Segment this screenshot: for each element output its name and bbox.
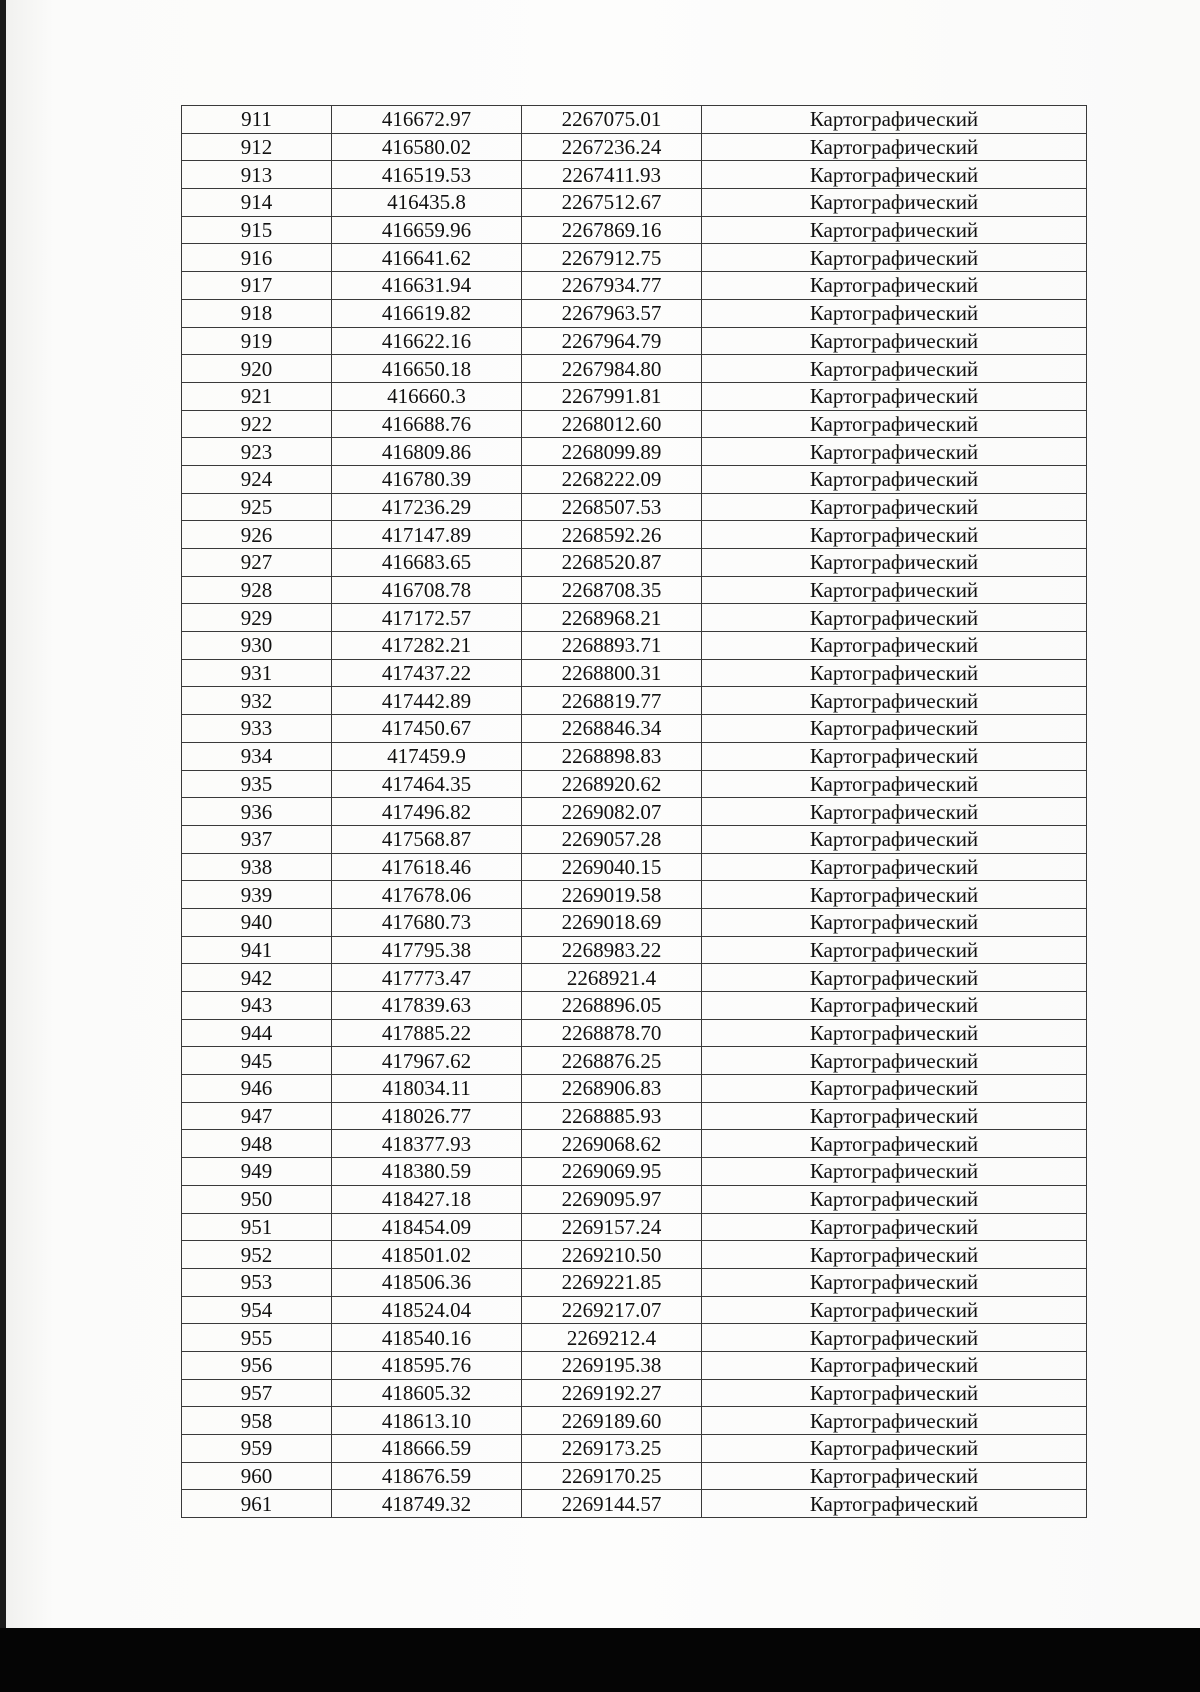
y-coordinate-cell: 2268878.70	[522, 1019, 702, 1047]
x-coordinate-cell: 418026.77	[332, 1102, 522, 1130]
x-coordinate-cell: 417282.21	[332, 632, 522, 660]
point-number-cell: 915	[182, 216, 332, 244]
y-coordinate-cell: 2267512.67	[522, 189, 702, 217]
point-number-cell: 934	[182, 742, 332, 770]
point-number-cell: 951	[182, 1213, 332, 1241]
table-row	[182, 798, 1087, 826]
method-cell: Картографический	[702, 161, 1087, 189]
method-cell: Картографический	[702, 521, 1087, 549]
point-number-cell: 929	[182, 604, 332, 632]
x-coordinate-cell: 417839.63	[332, 992, 522, 1020]
method-cell: Картографический	[702, 1130, 1087, 1158]
table-row	[182, 438, 1087, 466]
y-coordinate-cell: 2267869.16	[522, 216, 702, 244]
scan-bottom-band	[0, 1628, 1200, 1692]
method-cell: Картографический	[702, 659, 1087, 687]
y-coordinate-cell: 2268893.71	[522, 632, 702, 660]
table-row	[182, 1158, 1087, 1186]
y-coordinate-cell: 2268906.83	[522, 1075, 702, 1103]
table-row	[182, 742, 1087, 770]
y-coordinate-cell: 2268968.21	[522, 604, 702, 632]
method-cell: Картографический	[702, 106, 1087, 134]
table-row	[182, 1019, 1087, 1047]
y-coordinate-cell: 2269018.69	[522, 908, 702, 936]
method-cell: Картографический	[702, 1462, 1087, 1490]
method-cell: Картографический	[702, 1047, 1087, 1075]
point-number-cell: 961	[182, 1490, 332, 1518]
point-number-cell: 921	[182, 382, 332, 410]
table-row	[182, 1435, 1087, 1463]
y-coordinate-cell: 2268896.05	[522, 992, 702, 1020]
method-cell: Картографический	[702, 1268, 1087, 1296]
x-coordinate-cell: 418595.76	[332, 1351, 522, 1379]
table-row	[182, 465, 1087, 493]
point-number-cell: 956	[182, 1351, 332, 1379]
method-cell: Картографический	[702, 1351, 1087, 1379]
table-row	[182, 659, 1087, 687]
x-coordinate-cell: 416659.96	[332, 216, 522, 244]
y-coordinate-cell: 2267964.79	[522, 327, 702, 355]
y-coordinate-cell: 2267934.77	[522, 272, 702, 300]
x-coordinate-cell: 417885.22	[332, 1019, 522, 1047]
x-coordinate-cell: 417442.89	[332, 687, 522, 715]
point-number-cell: 927	[182, 549, 332, 577]
y-coordinate-cell: 2267075.01	[522, 106, 702, 134]
method-cell: Картографический	[702, 382, 1087, 410]
table-row	[182, 881, 1087, 909]
table-row	[182, 825, 1087, 853]
method-cell: Картографический	[702, 908, 1087, 936]
x-coordinate-cell: 418506.36	[332, 1268, 522, 1296]
method-cell: Картографический	[702, 881, 1087, 909]
method-cell: Картографический	[702, 1324, 1087, 1352]
y-coordinate-cell: 2267984.80	[522, 355, 702, 383]
table-row	[182, 410, 1087, 438]
x-coordinate-cell: 418605.32	[332, 1379, 522, 1407]
x-coordinate-cell: 417795.38	[332, 936, 522, 964]
y-coordinate-cell: 2268099.89	[522, 438, 702, 466]
y-coordinate-cell: 2269144.57	[522, 1490, 702, 1518]
y-coordinate-cell: 2269189.60	[522, 1407, 702, 1435]
point-number-cell: 936	[182, 798, 332, 826]
method-cell: Картографический	[702, 825, 1087, 853]
table-row	[182, 1102, 1087, 1130]
point-number-cell: 933	[182, 715, 332, 743]
x-coordinate-cell: 418377.93	[332, 1130, 522, 1158]
x-coordinate-cell: 416619.82	[332, 299, 522, 327]
x-coordinate-cell: 418676.59	[332, 1462, 522, 1490]
x-coordinate-cell: 416650.18	[332, 355, 522, 383]
point-number-cell: 912	[182, 133, 332, 161]
method-cell: Картографический	[702, 133, 1087, 161]
point-number-cell: 928	[182, 576, 332, 604]
y-coordinate-cell: 2269157.24	[522, 1213, 702, 1241]
method-cell: Картографический	[702, 1407, 1087, 1435]
method-cell: Картографический	[702, 1296, 1087, 1324]
method-cell: Картографический	[702, 992, 1087, 1020]
point-number-cell: 952	[182, 1241, 332, 1269]
x-coordinate-cell: 417459.9	[332, 742, 522, 770]
table-row	[182, 908, 1087, 936]
method-cell: Картографический	[702, 299, 1087, 327]
method-cell: Картографический	[702, 715, 1087, 743]
x-coordinate-cell: 416688.76	[332, 410, 522, 438]
table-row	[182, 272, 1087, 300]
method-cell: Картографический	[702, 1379, 1087, 1407]
x-coordinate-cell: 417568.87	[332, 825, 522, 853]
y-coordinate-cell: 2269082.07	[522, 798, 702, 826]
table-row	[182, 1241, 1087, 1269]
table-row	[182, 770, 1087, 798]
point-number-cell: 932	[182, 687, 332, 715]
x-coordinate-cell: 418613.10	[332, 1407, 522, 1435]
table-row	[182, 1296, 1087, 1324]
method-cell: Картографический	[702, 244, 1087, 272]
point-number-cell: 959	[182, 1435, 332, 1463]
method-cell: Картографический	[702, 798, 1087, 826]
x-coordinate-cell: 417437.22	[332, 659, 522, 687]
point-number-cell: 911	[182, 106, 332, 134]
y-coordinate-cell: 2267411.93	[522, 161, 702, 189]
method-cell: Картографический	[702, 1075, 1087, 1103]
y-coordinate-cell: 2269069.95	[522, 1158, 702, 1186]
method-cell: Картографический	[702, 493, 1087, 521]
x-coordinate-cell: 416519.53	[332, 161, 522, 189]
point-number-cell: 925	[182, 493, 332, 521]
point-number-cell: 938	[182, 853, 332, 881]
y-coordinate-cell: 2267912.75	[522, 244, 702, 272]
point-number-cell: 935	[182, 770, 332, 798]
y-coordinate-cell: 2267236.24	[522, 133, 702, 161]
x-coordinate-cell: 416641.62	[332, 244, 522, 272]
table-row	[182, 853, 1087, 881]
point-number-cell: 922	[182, 410, 332, 438]
method-cell: Картографический	[702, 632, 1087, 660]
table-row	[182, 521, 1087, 549]
table-row	[182, 936, 1087, 964]
x-coordinate-cell: 418380.59	[332, 1158, 522, 1186]
table-row	[182, 964, 1087, 992]
y-coordinate-cell: 2268885.93	[522, 1102, 702, 1130]
point-number-cell: 923	[182, 438, 332, 466]
coordinates-table	[181, 105, 1087, 1518]
method-cell: Картографический	[702, 272, 1087, 300]
method-cell: Картографический	[702, 1158, 1087, 1186]
x-coordinate-cell: 416708.78	[332, 576, 522, 604]
point-number-cell: 948	[182, 1130, 332, 1158]
table-row	[182, 216, 1087, 244]
method-cell: Картографический	[702, 1213, 1087, 1241]
x-coordinate-cell: 417967.62	[332, 1047, 522, 1075]
table-row	[182, 355, 1087, 383]
table-row	[182, 715, 1087, 743]
table-row	[182, 576, 1087, 604]
method-cell: Картографический	[702, 742, 1087, 770]
point-number-cell: 926	[182, 521, 332, 549]
x-coordinate-cell: 416809.86	[332, 438, 522, 466]
y-coordinate-cell: 2269040.15	[522, 853, 702, 881]
table-row	[182, 992, 1087, 1020]
table-row	[182, 1185, 1087, 1213]
x-coordinate-cell: 417450.67	[332, 715, 522, 743]
point-number-cell: 919	[182, 327, 332, 355]
y-coordinate-cell: 2268819.77	[522, 687, 702, 715]
table-row	[182, 189, 1087, 217]
table-row	[182, 1047, 1087, 1075]
table-row	[182, 632, 1087, 660]
method-cell: Картографический	[702, 964, 1087, 992]
y-coordinate-cell: 2268222.09	[522, 465, 702, 493]
point-number-cell: 918	[182, 299, 332, 327]
y-coordinate-cell: 2268520.87	[522, 549, 702, 577]
x-coordinate-cell: 417464.35	[332, 770, 522, 798]
point-number-cell: 931	[182, 659, 332, 687]
y-coordinate-cell: 2269095.97	[522, 1185, 702, 1213]
y-coordinate-cell: 2268012.60	[522, 410, 702, 438]
x-coordinate-cell: 416631.94	[332, 272, 522, 300]
method-cell: Картографический	[702, 438, 1087, 466]
x-coordinate-cell: 416672.97	[332, 106, 522, 134]
point-number-cell: 957	[182, 1379, 332, 1407]
y-coordinate-cell: 2267991.81	[522, 382, 702, 410]
x-coordinate-cell: 416435.8	[332, 189, 522, 217]
y-coordinate-cell: 2269170.25	[522, 1462, 702, 1490]
table-row	[182, 1130, 1087, 1158]
table-row	[182, 1268, 1087, 1296]
point-number-cell: 943	[182, 992, 332, 1020]
x-coordinate-cell: 417678.06	[332, 881, 522, 909]
x-coordinate-cell: 417147.89	[332, 521, 522, 549]
method-cell: Картографический	[702, 1019, 1087, 1047]
x-coordinate-cell: 418454.09	[332, 1213, 522, 1241]
table-row	[182, 1075, 1087, 1103]
y-coordinate-cell: 2269195.38	[522, 1351, 702, 1379]
method-cell: Картографический	[702, 410, 1087, 438]
y-coordinate-cell: 2268898.83	[522, 742, 702, 770]
y-coordinate-cell: 2269019.58	[522, 881, 702, 909]
table-row	[182, 161, 1087, 189]
x-coordinate-cell: 417496.82	[332, 798, 522, 826]
method-cell: Картографический	[702, 355, 1087, 383]
y-coordinate-cell: 2268708.35	[522, 576, 702, 604]
table-row	[182, 299, 1087, 327]
y-coordinate-cell: 2269192.27	[522, 1379, 702, 1407]
table-row	[182, 1462, 1087, 1490]
point-number-cell: 944	[182, 1019, 332, 1047]
table-row	[182, 106, 1087, 134]
y-coordinate-cell: 2268592.26	[522, 521, 702, 549]
y-coordinate-cell: 2268876.25	[522, 1047, 702, 1075]
x-coordinate-cell: 416780.39	[332, 465, 522, 493]
y-coordinate-cell: 2269221.85	[522, 1268, 702, 1296]
table-row	[182, 382, 1087, 410]
method-cell: Картографический	[702, 1490, 1087, 1518]
method-cell: Картографический	[702, 1102, 1087, 1130]
point-number-cell: 924	[182, 465, 332, 493]
x-coordinate-cell: 416622.16	[332, 327, 522, 355]
y-coordinate-cell: 2269173.25	[522, 1435, 702, 1463]
point-number-cell: 914	[182, 189, 332, 217]
point-number-cell: 947	[182, 1102, 332, 1130]
method-cell: Картографический	[702, 936, 1087, 964]
method-cell: Картографический	[702, 770, 1087, 798]
table-row	[182, 1213, 1087, 1241]
point-number-cell: 940	[182, 908, 332, 936]
y-coordinate-cell: 2267963.57	[522, 299, 702, 327]
table-row	[182, 1490, 1087, 1518]
method-cell: Картографический	[702, 1241, 1087, 1269]
point-number-cell: 958	[182, 1407, 332, 1435]
point-number-cell: 939	[182, 881, 332, 909]
table-row	[182, 687, 1087, 715]
point-number-cell: 955	[182, 1324, 332, 1352]
y-coordinate-cell: 2269217.07	[522, 1296, 702, 1324]
table-row	[182, 549, 1087, 577]
x-coordinate-cell: 418540.16	[332, 1324, 522, 1352]
y-coordinate-cell: 2269212.4	[522, 1324, 702, 1352]
point-number-cell: 950	[182, 1185, 332, 1213]
point-number-cell: 954	[182, 1296, 332, 1324]
table-row	[182, 1351, 1087, 1379]
table-row	[182, 327, 1087, 355]
y-coordinate-cell: 2268846.34	[522, 715, 702, 743]
y-coordinate-cell: 2268920.62	[522, 770, 702, 798]
point-number-cell: 960	[182, 1462, 332, 1490]
method-cell: Картографический	[702, 604, 1087, 632]
point-number-cell: 916	[182, 244, 332, 272]
table-row	[182, 244, 1087, 272]
y-coordinate-cell: 2269068.62	[522, 1130, 702, 1158]
y-coordinate-cell: 2268983.22	[522, 936, 702, 964]
point-number-cell: 917	[182, 272, 332, 300]
x-coordinate-cell: 417618.46	[332, 853, 522, 881]
point-number-cell: 949	[182, 1158, 332, 1186]
y-coordinate-cell: 2269210.50	[522, 1241, 702, 1269]
point-number-cell: 946	[182, 1075, 332, 1103]
point-number-cell: 913	[182, 161, 332, 189]
table-row	[182, 133, 1087, 161]
coordinates-table-body	[182, 106, 1087, 1518]
x-coordinate-cell: 416683.65	[332, 549, 522, 577]
y-coordinate-cell: 2268921.4	[522, 964, 702, 992]
method-cell: Картографический	[702, 853, 1087, 881]
point-number-cell: 953	[182, 1268, 332, 1296]
method-cell: Картографический	[702, 189, 1087, 217]
table-row	[182, 1324, 1087, 1352]
y-coordinate-cell: 2268507.53	[522, 493, 702, 521]
point-number-cell: 930	[182, 632, 332, 660]
method-cell: Картографический	[702, 576, 1087, 604]
method-cell: Картографический	[702, 465, 1087, 493]
point-number-cell: 942	[182, 964, 332, 992]
method-cell: Картографический	[702, 549, 1087, 577]
y-coordinate-cell: 2269057.28	[522, 825, 702, 853]
point-number-cell: 941	[182, 936, 332, 964]
table-row	[182, 493, 1087, 521]
document-page	[6, 0, 1200, 1628]
x-coordinate-cell: 417680.73	[332, 908, 522, 936]
x-coordinate-cell: 418666.59	[332, 1435, 522, 1463]
method-cell: Картографический	[702, 1435, 1087, 1463]
x-coordinate-cell: 417172.57	[332, 604, 522, 632]
table-row	[182, 1407, 1087, 1435]
x-coordinate-cell: 417236.29	[332, 493, 522, 521]
point-number-cell: 920	[182, 355, 332, 383]
x-coordinate-cell: 418034.11	[332, 1075, 522, 1103]
table-row	[182, 1379, 1087, 1407]
x-coordinate-cell: 416660.3	[332, 382, 522, 410]
table-row	[182, 604, 1087, 632]
point-number-cell: 945	[182, 1047, 332, 1075]
method-cell: Картографический	[702, 687, 1087, 715]
method-cell: Картографический	[702, 216, 1087, 244]
x-coordinate-cell: 416580.02	[332, 133, 522, 161]
method-cell: Картографический	[702, 327, 1087, 355]
method-cell: Картографический	[702, 1185, 1087, 1213]
x-coordinate-cell: 417773.47	[332, 964, 522, 992]
x-coordinate-cell: 418524.04	[332, 1296, 522, 1324]
y-coordinate-cell: 2268800.31	[522, 659, 702, 687]
point-number-cell: 937	[182, 825, 332, 853]
x-coordinate-cell: 418501.02	[332, 1241, 522, 1269]
x-coordinate-cell: 418427.18	[332, 1185, 522, 1213]
x-coordinate-cell: 418749.32	[332, 1490, 522, 1518]
